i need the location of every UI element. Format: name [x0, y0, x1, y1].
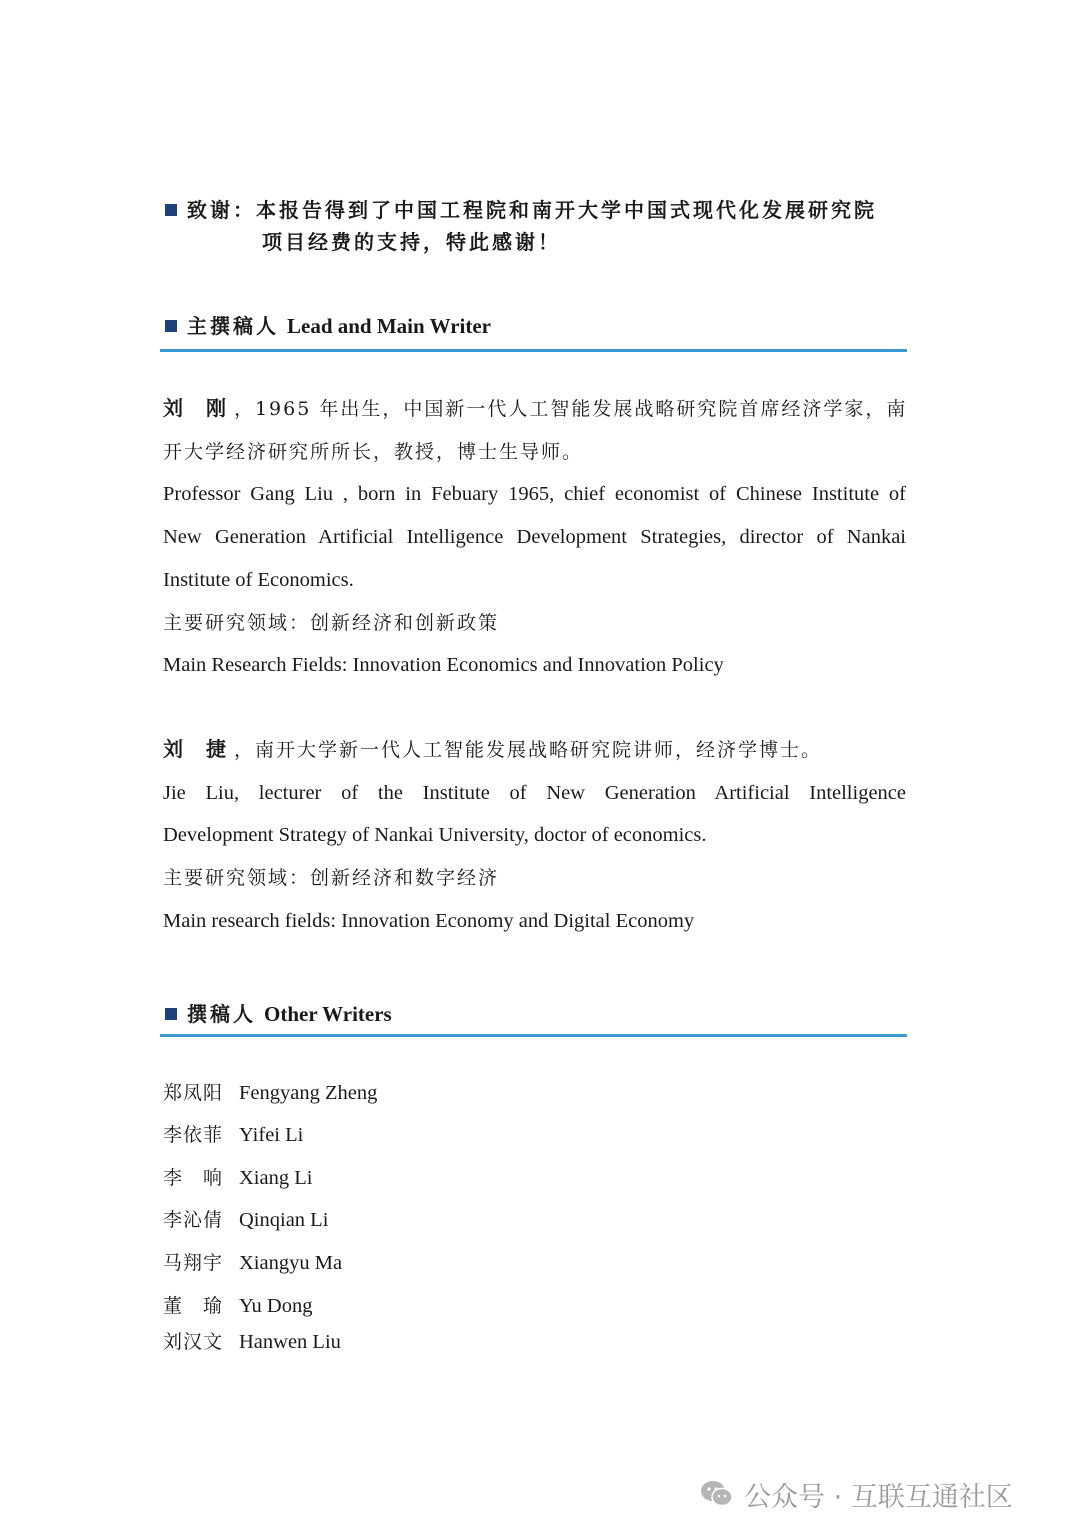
- bio-cn-line: [163, 728, 906, 772]
- writer-name-en: Yu Dong: [239, 1295, 313, 1317]
- writer-name-cn: 李 响: [163, 1167, 224, 1189]
- writer-name-en: Xiang Li: [239, 1167, 313, 1189]
- watermark: [700, 1474, 1013, 1514]
- other-heading-cn: 撰稿人: [187, 1002, 256, 1026]
- bio-en-line: Professor Gang Liu , born in Febuary 1965, chief economist of Chinese Institute of: [163, 483, 906, 506]
- list-item: [163, 1078, 377, 1105]
- bio-gang-liu: [163, 387, 906, 687]
- watermark-text: 公众号 · 互联互通社区: [744, 1481, 1013, 1513]
- bio-en-line: Jie Liu, lecturer of the Institute of New Generation Artificial Intelligence: [163, 781, 906, 804]
- writer-name-cn: 李沁倩: [163, 1209, 224, 1231]
- acknowledgement-text-1: 致谢：本报告得到了中国工程院和南开大学中国式现代化发展研究院: [187, 198, 877, 222]
- bio-jie-liu: [163, 728, 906, 943]
- author-name: 刘 捷: [163, 737, 234, 761]
- bullet-square-icon: [165, 1008, 177, 1020]
- lead-writer-heading: [165, 310, 491, 339]
- writer-name-cn: 刘汉文: [163, 1331, 224, 1353]
- writer-name-cn: 李依菲: [163, 1124, 224, 1146]
- research-field-cn: 主要研究领域：创新经济和创新政策: [163, 611, 500, 634]
- research-field-en: Main Research Fields: Innovation Economics and Innovation Policy: [163, 654, 724, 677]
- list-item: [163, 1163, 312, 1190]
- bio-en-line: Development Strategy of Nankai University, doctor of economics.: [163, 824, 707, 847]
- lead-heading-en: Lead and Main Writer: [287, 314, 491, 338]
- section-divider: [160, 1034, 907, 1037]
- bio-cn-line: [163, 387, 906, 431]
- other-heading-en: Other Writers: [264, 1002, 392, 1026]
- list-item: [163, 1327, 341, 1354]
- author-name: 刘 刚: [163, 396, 234, 420]
- bullet-square-icon: [165, 320, 177, 332]
- acknowledgement: [165, 194, 925, 258]
- writer-name-en: Yifei Li: [239, 1124, 304, 1146]
- writer-name-cn: 郑凤阳: [163, 1082, 224, 1104]
- writer-name-en: Hanwen Liu: [239, 1331, 341, 1353]
- writer-name-en: Qinqian Li: [239, 1209, 329, 1231]
- lead-heading-cn: 主撰稿人: [187, 314, 279, 338]
- bullet-square-icon: [165, 204, 177, 216]
- bio-cn-text: ，1965 年出生，中国新一代人工智能发展战略研究院首席经济学家，南: [233, 398, 908, 420]
- list-item: [163, 1291, 312, 1318]
- list-item: [163, 1248, 342, 1275]
- acknowledgement-line-2: 项目经费的支持，特此感谢！: [262, 230, 561, 254]
- writer-name-cn: 马翔宇: [163, 1252, 224, 1274]
- list-item: [163, 1205, 328, 1232]
- other-writers-heading: [165, 998, 392, 1027]
- writer-name-en: Xiangyu Ma: [239, 1252, 343, 1274]
- bio-cn-line: 开大学经济研究所所长，教授，博士生导师。: [163, 440, 584, 463]
- writer-name-cn: 董 瑜: [163, 1295, 224, 1317]
- section-divider: [160, 349, 907, 352]
- bio-en-line: New Generation Artificial Intelligence Development Strategies, director of Nankai: [163, 526, 906, 549]
- bio-cn-text: ，南开大学新一代人工智能发展战略研究院讲师，经济学博士。: [233, 739, 822, 761]
- bio-en-line: Institute of Economics.: [163, 568, 354, 591]
- acknowledgement-line-1: [165, 194, 925, 226]
- research-field-cn: 主要研究领域：创新经济和数字经济: [163, 867, 500, 890]
- writer-name-en: Fengyang Zheng: [239, 1082, 378, 1104]
- research-field-en: Main research fields: Innovation Economy and Digital Economy: [163, 909, 695, 932]
- list-item: [163, 1120, 303, 1147]
- wechat-icon: [700, 1479, 734, 1509]
